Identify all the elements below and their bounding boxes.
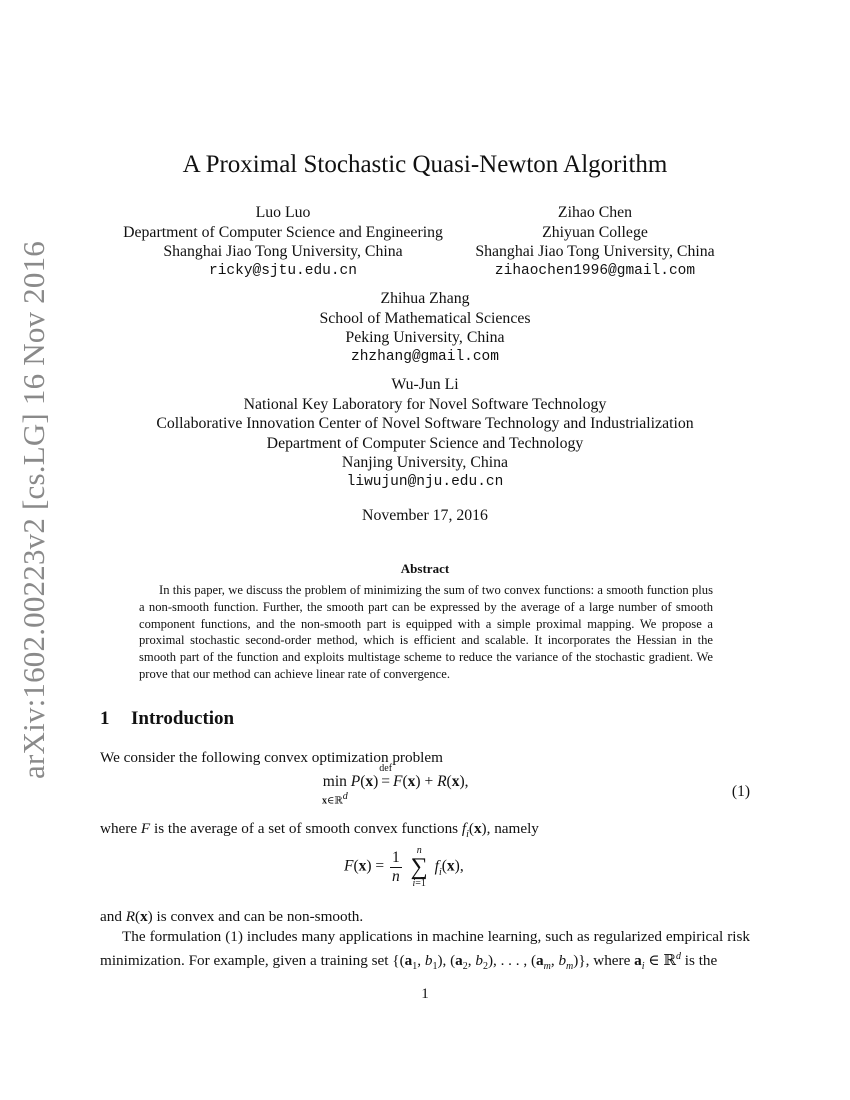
author-affiliation-line: Zhiyuan College xyxy=(542,223,648,241)
page-number: 1 xyxy=(421,986,429,1002)
author-block-zihao-chen xyxy=(470,203,720,281)
paragraph-formulation: The formulation (1) includes many applications in machine learning, such as regularized empirical risk minimization. For example, given a training set {($a_1$, $b_1$), ($a_2$, $b_2$), . . . , ($a_m$, $b_m$)}, where $a_i$ ∈ ℝ$^d$ is the xyxy=(100,928,750,973)
abstract-heading: Abstract xyxy=(400,561,450,576)
author-email: liwujun@nju.edu.cn xyxy=(346,473,504,490)
author-affiliation-line: Peking University, China xyxy=(345,329,505,346)
section-title: Introduction xyxy=(131,708,235,729)
author-affiliation-line: School of Mathematical Sciences xyxy=(319,309,531,327)
author-affiliation-line: Shanghai Jiao Tong University, China xyxy=(475,243,715,260)
author-name: Zhihua Zhang xyxy=(380,290,470,307)
paragraph-R-definition: and R(x) is convex and can be non-smooth. xyxy=(100,908,364,925)
equation-1-body: min x∈ℝ$^d$ P(x) def = F(x) + R(x), xyxy=(322,763,469,807)
paragraph-intro: We consider the following convex optimization problem xyxy=(100,749,443,766)
section-heading-introduction xyxy=(100,708,234,730)
arxiv-identifier: arXiv:1602.00223v2 [cs.LG] 16 Nov 2016 xyxy=(16,241,52,779)
author-affiliation-line: Department of Computer Science and Technology xyxy=(266,434,584,452)
author-block-wu-jun-li xyxy=(100,375,750,492)
author-affiliation-line: Shanghai Jiao Tong University, China xyxy=(163,243,403,260)
paragraph-definition-F: where F is the average of a set of smooth convex functions $f_i(x)$, namely xyxy=(100,820,539,841)
paper-title: A Proximal Stochastic Quasi-Newton Algorithm xyxy=(182,151,668,178)
paper-date: November 17, 2016 xyxy=(362,507,488,524)
author-block-luo-luo xyxy=(100,203,466,281)
author-email: zihaochen1996@gmail.com xyxy=(494,262,696,279)
author-affiliation-line: Collaborative Innovation Center of Novel Software Technology and Industrialization xyxy=(156,415,694,432)
author-name: Luo Luo xyxy=(255,204,311,221)
author-affiliation-line: Nanjing University, China xyxy=(341,454,509,471)
author-email: ricky@sjtu.edu.cn xyxy=(209,262,357,279)
section-number: 1 xyxy=(100,708,110,729)
equation-average-F xyxy=(100,845,750,905)
equation-2-body: F(x) = $\frac{1}{n}$ n ∑ i=1 $f_i(x)$, xyxy=(344,845,464,889)
author-name: Wu-Jun Li xyxy=(391,376,459,393)
author-email: zhzhang@gmail.com xyxy=(351,348,499,365)
author-affiliation-line: Department of Computer Science and Engineering xyxy=(123,223,443,241)
author-name: Zihao Chen xyxy=(557,204,633,221)
abstract-text: In this paper, we discuss the problem of minimizing the sum of two convex functions: a smooth function plus a non-smooth function. Further, the smooth part can be expressed by the average of a large number of smooth component functions, and the non-smooth part is equipped with a simple proximal mapping. We propose a proximal stochastic second-order method, which is efficient and scalable. It incorporates the Hessian in the smooth part of the function and exploits multistage scheme to reduce the variance of the stochastic gradient. We prove that our method can achieve linear rate of convergence. xyxy=(139,583,713,681)
equation-1 xyxy=(100,763,750,813)
equation-number: (1) xyxy=(731,783,750,800)
author-affiliation-line: National Key Laboratory for Novel Software Technology xyxy=(243,395,607,413)
author-block-zhihua-zhang xyxy=(250,289,600,367)
